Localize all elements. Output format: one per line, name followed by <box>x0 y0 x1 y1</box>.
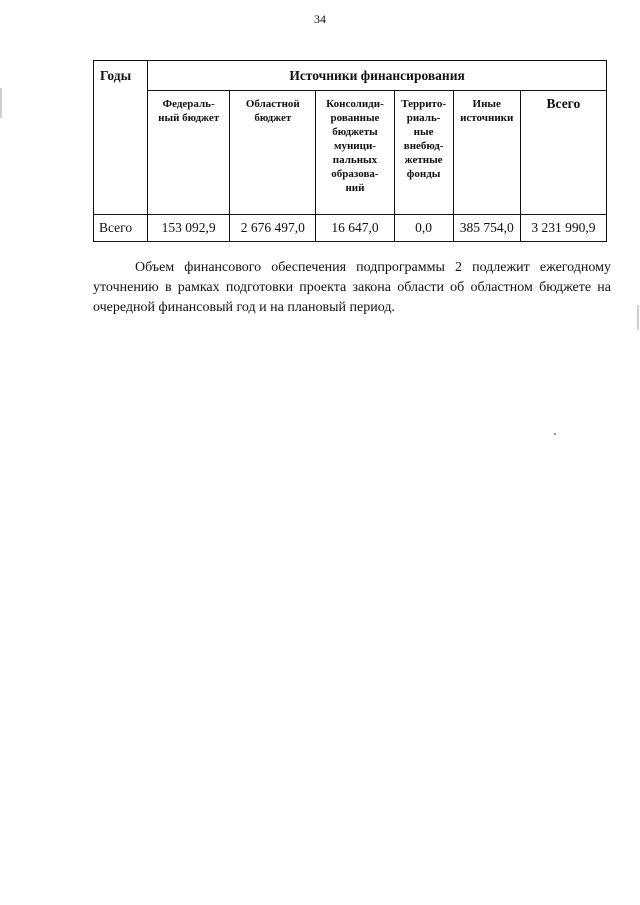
column-header-territorial-funds: Террито- риаль- ные внебюд- жетные фонды <box>394 91 453 215</box>
financing-note-paragraph: Объем финансового обеспечения подпрограммы 2 подлежит ежегодному уточнению в рамках подготовки проекта закона области об областном бюджете на очередной финансовый год и на плановый период. <box>93 260 611 315</box>
column-header-total: Всего <box>520 91 606 215</box>
column-header-regional-budget: Областной бюджет <box>230 91 316 215</box>
scan-edge-mark-left <box>0 88 2 118</box>
table-subheader-row <box>94 91 607 215</box>
page-number: 34 <box>314 12 326 26</box>
years-column-header: Годы <box>94 61 148 215</box>
cell-total: 3 231 990,9 <box>520 215 606 242</box>
cell-regional-budget: 2 676 497,0 <box>230 215 316 242</box>
scan-artifact-dot <box>554 433 556 435</box>
column-header-other-sources: Иные источники <box>453 91 520 215</box>
column-header-federal-budget: Федераль- ный бюджет <box>148 91 230 215</box>
cell-other-sources: 385 754,0 <box>453 215 520 242</box>
row-label-total: Всего <box>94 215 148 242</box>
funding-sources-group-header: Источники финансирования <box>148 61 607 91</box>
column-header-municipal-budgets: Консолиди- рованные бюджеты муници- пальных образова- ний <box>316 91 394 215</box>
cell-municipal-budgets: 16 647,0 <box>316 215 394 242</box>
scan-edge-mark-right <box>637 305 639 330</box>
table-row <box>94 215 607 242</box>
funding-sources-table <box>93 60 607 242</box>
cell-federal-budget: 153 092,9 <box>148 215 230 242</box>
cell-territorial-funds: 0,0 <box>394 215 453 242</box>
table-header-row <box>94 61 607 91</box>
